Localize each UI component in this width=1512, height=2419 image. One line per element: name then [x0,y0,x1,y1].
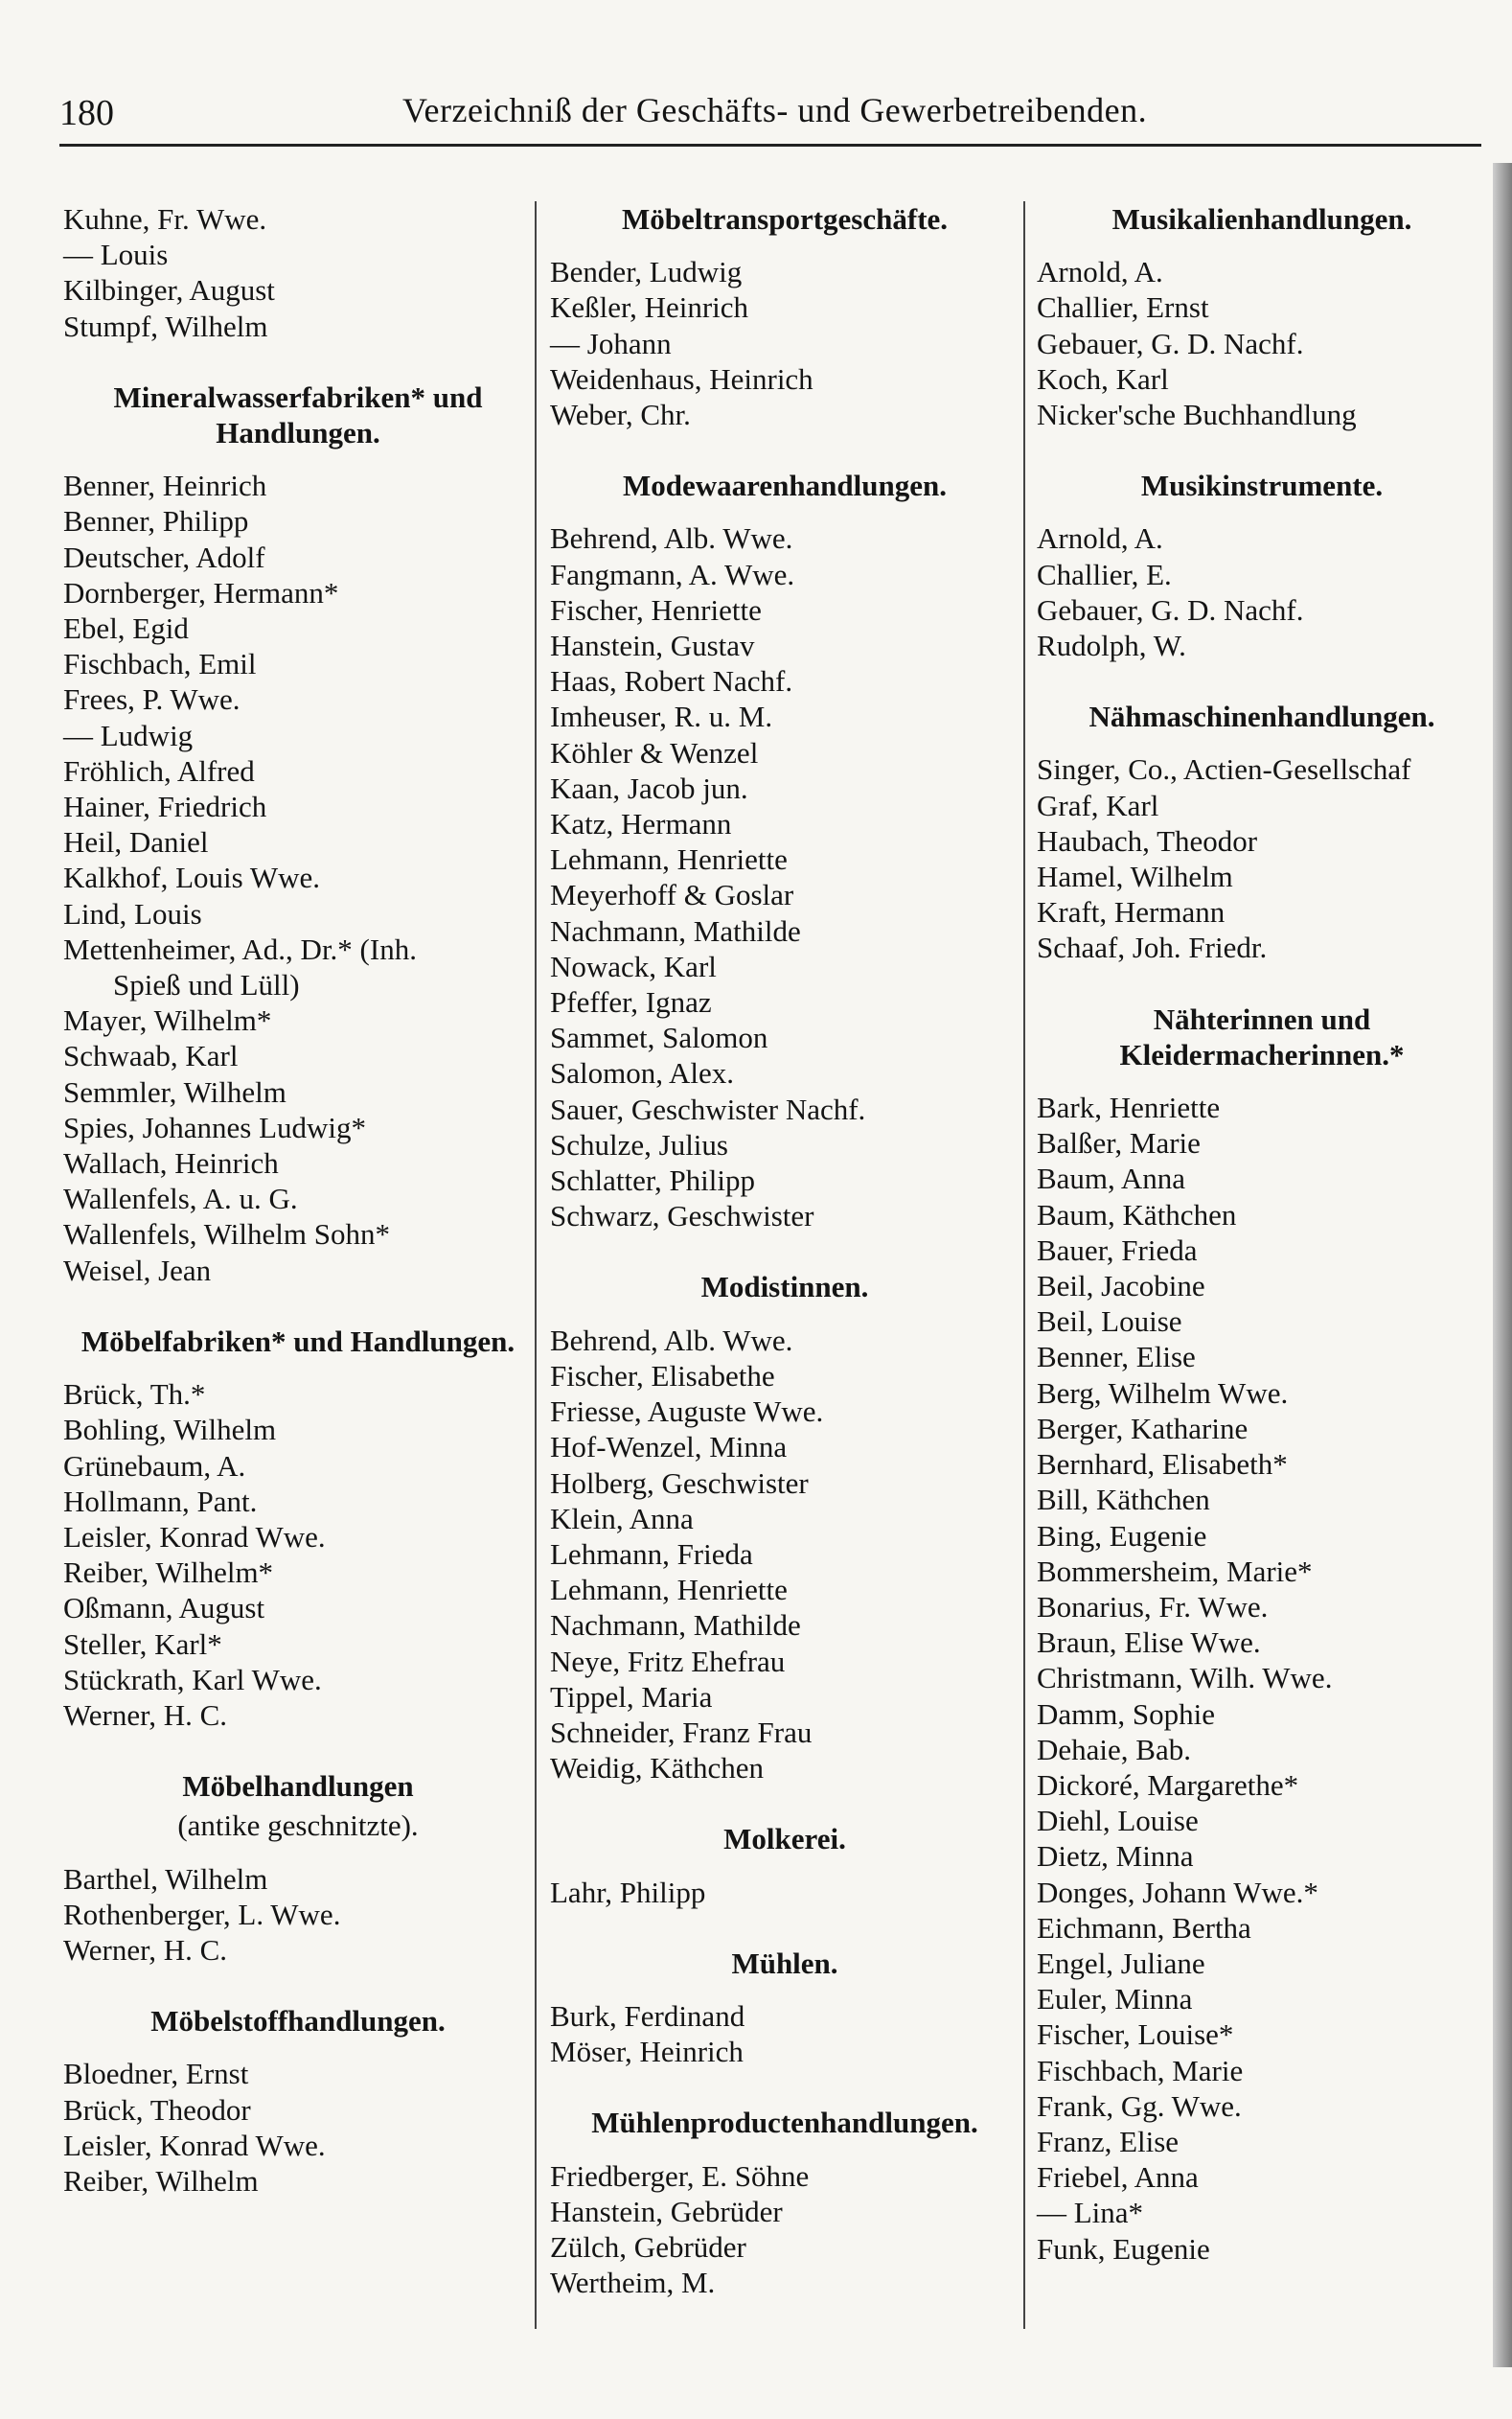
directory-section [1037,699,1487,965]
directory-entry: Kalkhof, Louis Wwe. [63,861,321,895]
directory-section [550,1946,1019,2070]
section-title: Nähmaschinenhandlungen. [1088,700,1435,734]
directory-entry: Weidig, Käthchen [550,1751,765,1785]
directory-entry: Sammet, Salomon [550,1021,768,1055]
directory-entry: Beil, Jacobine [1037,1269,1205,1303]
directory-section [63,201,533,344]
directory-entry: Schlatter, Philipp [550,1163,756,1198]
directory-section [1037,1002,1487,2267]
directory-entry: Hainer, Friedrich [63,790,267,824]
directory-entry: Fischbach, Emil [63,647,257,681]
directory-entry: Friebel, Anna [1037,2160,1199,2195]
directory-entry: Haubach, Theodor [1037,823,1258,858]
directory-entry: Weber, Chr. [550,398,691,432]
directory-entry: Frank, Gg. Wwe. [1037,2088,1242,2123]
directory-entry: Singer, Co., Actien-Gesellschaf [1037,752,1411,787]
directory-section [550,201,1019,432]
directory-entry: Fischer, Louise* [1037,2017,1234,2052]
directory-entry: Bommersheim, Marie* [1037,1554,1313,1588]
directory-entry: Steller, Karl* [63,1626,222,1661]
directory-entry: Franz, Elise [1037,2124,1180,2158]
directory-section [550,2105,1019,2300]
directory-entry: Grünebaum, A. [63,1448,246,1483]
section-title: Möbelfabriken* und Handlungen. [80,1324,515,1358]
directory-entry: Nachmann, Mathilde [550,1608,801,1643]
directory-entry: Bauer, Frieda [1037,1233,1198,1267]
directory-entry: Euler, Minna [1037,1982,1193,2016]
directory-entry: Lehmann, Frieda [550,1536,753,1571]
page-title: Verzeichniß der Geschäfts- und Gewerbetreibenden. [402,91,1148,129]
directory-entry: Kilbinger, August [63,273,275,308]
directory-section [63,1324,533,1733]
section-title: Mühlen. [731,1946,838,1980]
directory-entry: Nachmann, Mathilde [550,913,801,948]
directory-entry: Leisler, Konrad Wwe. [63,2128,326,2162]
directory-entry: Schaaf, Joh. Friedr. [1037,931,1268,965]
directory-entry: Bloedner, Ernst [63,2057,249,2091]
directory-entry: Bender, Ludwig [550,255,743,289]
directory-entry: Schwarz, Geschwister [550,1199,814,1233]
directory-entry: Heil, Daniel [63,825,209,860]
directory-entry: Koch, Karl [1037,361,1169,396]
directory-entry: Leisler, Konrad Wwe. [63,1519,326,1554]
directory-entry: Frees, P. Wwe. [63,682,241,717]
directory-entry: Benner, Philipp [63,504,249,539]
section-subtitle: (antike geschnitzte). [177,1808,419,1843]
directory-entry: Hof-Wenzel, Minna [550,1430,788,1464]
directory-entry: Reiber, Wilhelm [63,2163,259,2198]
directory-entry: Fröhlich, Alfred [63,753,255,788]
directory-entry: Kuhne, Fr. Wwe. [63,202,267,236]
directory-entry: Behrend, Alb. Wwe. [550,1323,793,1357]
directory-entry: Rothenberger, L. Wwe. [63,1897,341,1931]
directory-section [1037,468,1487,663]
directory-entry: Mettenheimer, Ad., Dr.* (Inh. [63,932,417,966]
directory-entry: Christmann, Wilh. Wwe. [1037,1661,1333,1695]
directory-entry: Zülch, Gebrüder [550,2229,746,2264]
section-title: Musikalienhandlungen. [1111,202,1412,236]
directory-entry: Rudolph, W. [1037,629,1186,663]
section-title: Möbelhandlungen [182,1769,414,1804]
directory-entry: Gebauer, G. D. Nachf. [1037,592,1304,627]
section-title: Modewaarenhandlungen. [623,469,947,503]
directory-entry: Wallenfels, A. u. G. [63,1182,298,1216]
section-title: Musikinstrumente. [1140,469,1384,503]
directory-section [550,1269,1019,1785]
directory-entry: Dietz, Minna [1037,1839,1194,1874]
directory-entry: Stumpf, Wilhelm [63,309,268,343]
directory-entry: Nowack, Karl [550,949,717,983]
directory-entry: Funk, Eugenie [1037,2231,1210,2266]
column-2 [550,201,1019,2336]
section-title: Möbelstoffhandlungen. [150,2004,446,2039]
directory-entry: Bill, Käthchen [1037,1483,1210,1517]
directory-entry: Schwaab, Karl [63,1039,239,1073]
directory-entry: Oßmann, August [63,1591,265,1625]
directory-entry: Holberg, Geschwister [550,1465,809,1500]
directory-entry: Hanstein, Gebrüder [550,2194,783,2228]
directory-entry: Stückrath, Karl Wwe. [63,1662,322,1696]
directory-entry: Behrend, Alb. Wwe. [550,521,793,556]
directory-entry: Berg, Wilhelm Wwe. [1037,1375,1289,1410]
directory-entry: Friedberger, E. Söhne [550,2158,810,2193]
directory-entry: Reiber, Wilhelm* [63,1555,274,1590]
directory-entry: Benner, Heinrich [63,469,267,503]
directory-entry: Brück, Th.* [63,1377,206,1412]
section-title: Möbeltransportgeschäfte. [621,202,949,236]
directory-entry: Baum, Käthchen [1037,1197,1237,1232]
directory-entry: Dickoré, Margarethe* [1037,1767,1299,1802]
directory-entry: Eichmann, Bertha [1037,1910,1251,1945]
directory-entry: — Johann [550,326,672,360]
directory-entry: Diehl, Louise [1037,1804,1199,1838]
directory-entry: Semmler, Wilhelm [63,1074,286,1109]
directory-entry: Spieß und Lüll) [113,968,300,1002]
directory-entry: Engel, Juliane [1037,1946,1205,1980]
header-rule [59,144,1481,147]
directory-entry: Bohling, Wilhelm [63,1413,277,1447]
directory-entry: Fischer, Henriette [550,592,762,627]
directory-entry: Hamel, Wilhelm [1037,860,1233,894]
directory-entry: — Louis [63,238,169,272]
directory-entry: Dornberger, Hermann* [63,575,339,610]
directory-entry: Graf, Karl [1037,788,1159,822]
section-title: Modistinnen. [700,1270,869,1304]
directory-entry: Challier, Ernst [1037,290,1209,325]
directory-entry: Friesse, Auguste Wwe. [550,1394,824,1429]
directory-entry: Nicker'sche Buchhandlung [1037,398,1357,432]
page-number: 180 [59,93,114,133]
directory-entry: Lahr, Philipp [550,1875,706,1909]
directory-entry: Baum, Anna [1037,1162,1185,1196]
directory-entry: Werner, H. C. [63,1932,228,1967]
section-title: Nähterinnen und Kleidermacherinnen.* [1119,1002,1405,1071]
directory-entry: Deutscher, Adolf [63,540,265,574]
directory-entry: Wallenfels, Wilhelm Sohn* [63,1217,390,1252]
directory-entry: Kaan, Jacob jun. [550,771,748,805]
directory-entry: Damm, Sophie [1037,1696,1215,1731]
directory-entry: Wallach, Heinrich [63,1146,279,1181]
directory-entry: Imheuser, R. u. M. [550,700,773,734]
directory-entry: Burk, Ferdinand [550,1998,745,2033]
directory-entry: Sauer, Geschwister Nachf. [550,1092,866,1126]
directory-section [63,1768,533,1968]
directory-entry: Ebel, Egid [63,611,189,646]
directory-entry: Hanstein, Gustav [550,629,755,663]
directory-entry: Benner, Elise [1037,1340,1196,1374]
directory-entry: Weidenhaus, Heinrich [550,361,813,396]
page-edge-shadow [1493,163,1512,2367]
directory-entry: Dehaie, Bab. [1037,1732,1191,1766]
directory-entry: Schneider, Franz Frau [550,1715,813,1749]
directory-entry: Challier, E. [1037,557,1172,591]
directory-entry: Köhler & Wenzel [550,735,759,770]
section-title: Mineralwasserfabriken* und Handlungen. [113,380,483,450]
directory-entry: Pfeffer, Ignaz [550,985,712,1020]
directory-entry: Arnold, A. [1037,521,1163,556]
directory-entry: Arnold, A. [1037,255,1163,289]
directory-entry: Bark, Henriette [1037,1091,1221,1125]
directory-entry: Bonarius, Fr. Wwe. [1037,1589,1269,1624]
directory-entry: Beil, Louise [1037,1304,1182,1339]
directory-entry: Schulze, Julius [550,1127,728,1162]
directory-section [550,1821,1019,1909]
column-divider [1023,201,1025,2329]
directory-entry: Meyerhoff & Goslar [550,878,794,912]
directory-entry: Wertheim, M. [550,2266,716,2300]
directory-entry: Haas, Robert Nachf. [550,664,793,699]
directory-entry: Weisel, Jean [63,1253,212,1287]
directory-entry: — Lina* [1037,2196,1144,2230]
directory-entry: Brück, Theodor [63,2092,251,2127]
column-divider [535,201,537,2329]
section-title: Mühlenproductenhandlungen. [591,2106,978,2140]
directory-entry: Salomon, Alex. [550,1056,735,1091]
directory-entry: Möser, Heinrich [550,2035,744,2069]
directory-section [1037,201,1487,432]
directory-entry: Klein, Anna [550,1501,694,1535]
directory-entry: Berger, Katharine [1037,1411,1249,1445]
directory-entry: Fangmann, A. Wwe. [550,557,795,591]
directory-entry: Fischer, Elisabethe [550,1358,775,1393]
directory-entry: Lehmann, Henriette [550,1573,788,1607]
directory-entry: Neye, Fritz Ehefrau [550,1644,786,1678]
directory-entry: Spies, Johannes Ludwig* [63,1110,367,1144]
directory-entry: Braun, Elise Wwe. [1037,1625,1261,1660]
column-3 [1037,201,1487,2302]
directory-entry: Fischbach, Marie [1037,2053,1244,2087]
directory-entry: Keßler, Heinrich [550,290,749,325]
directory-section [63,380,533,1288]
directory-entry: Barthel, Wilhelm [63,1861,268,1896]
directory-entry: Katz, Hermann [550,807,732,841]
directory-entry: Werner, H. C. [63,1697,228,1732]
directory-entry: Kraft, Hermann [1037,895,1226,930]
directory-entry: Hollmann, Pant. [63,1484,258,1518]
directory-section [550,468,1019,1233]
directory-entry: Bing, Eugenie [1037,1518,1207,1553]
directory-entry: Lind, Louis [63,896,202,931]
column-1 [63,201,533,2234]
directory-entry: Mayer, Wilhelm* [63,1003,272,1038]
directory-entry: Donges, Johann Wwe.* [1037,1875,1318,1909]
directory-entry: Gebauer, G. D. Nachf. [1037,326,1304,360]
directory-entry: Balßer, Marie [1037,1126,1201,1161]
directory-entry: Bernhard, Elisabeth* [1037,1447,1288,1482]
directory-section [63,2003,533,2199]
directory-entry: — Ludwig [63,718,194,752]
section-title: Molkerei. [723,1822,846,1856]
directory-entry: Tippel, Maria [550,1679,713,1714]
directory-entry: Lehmann, Henriette [550,842,788,877]
